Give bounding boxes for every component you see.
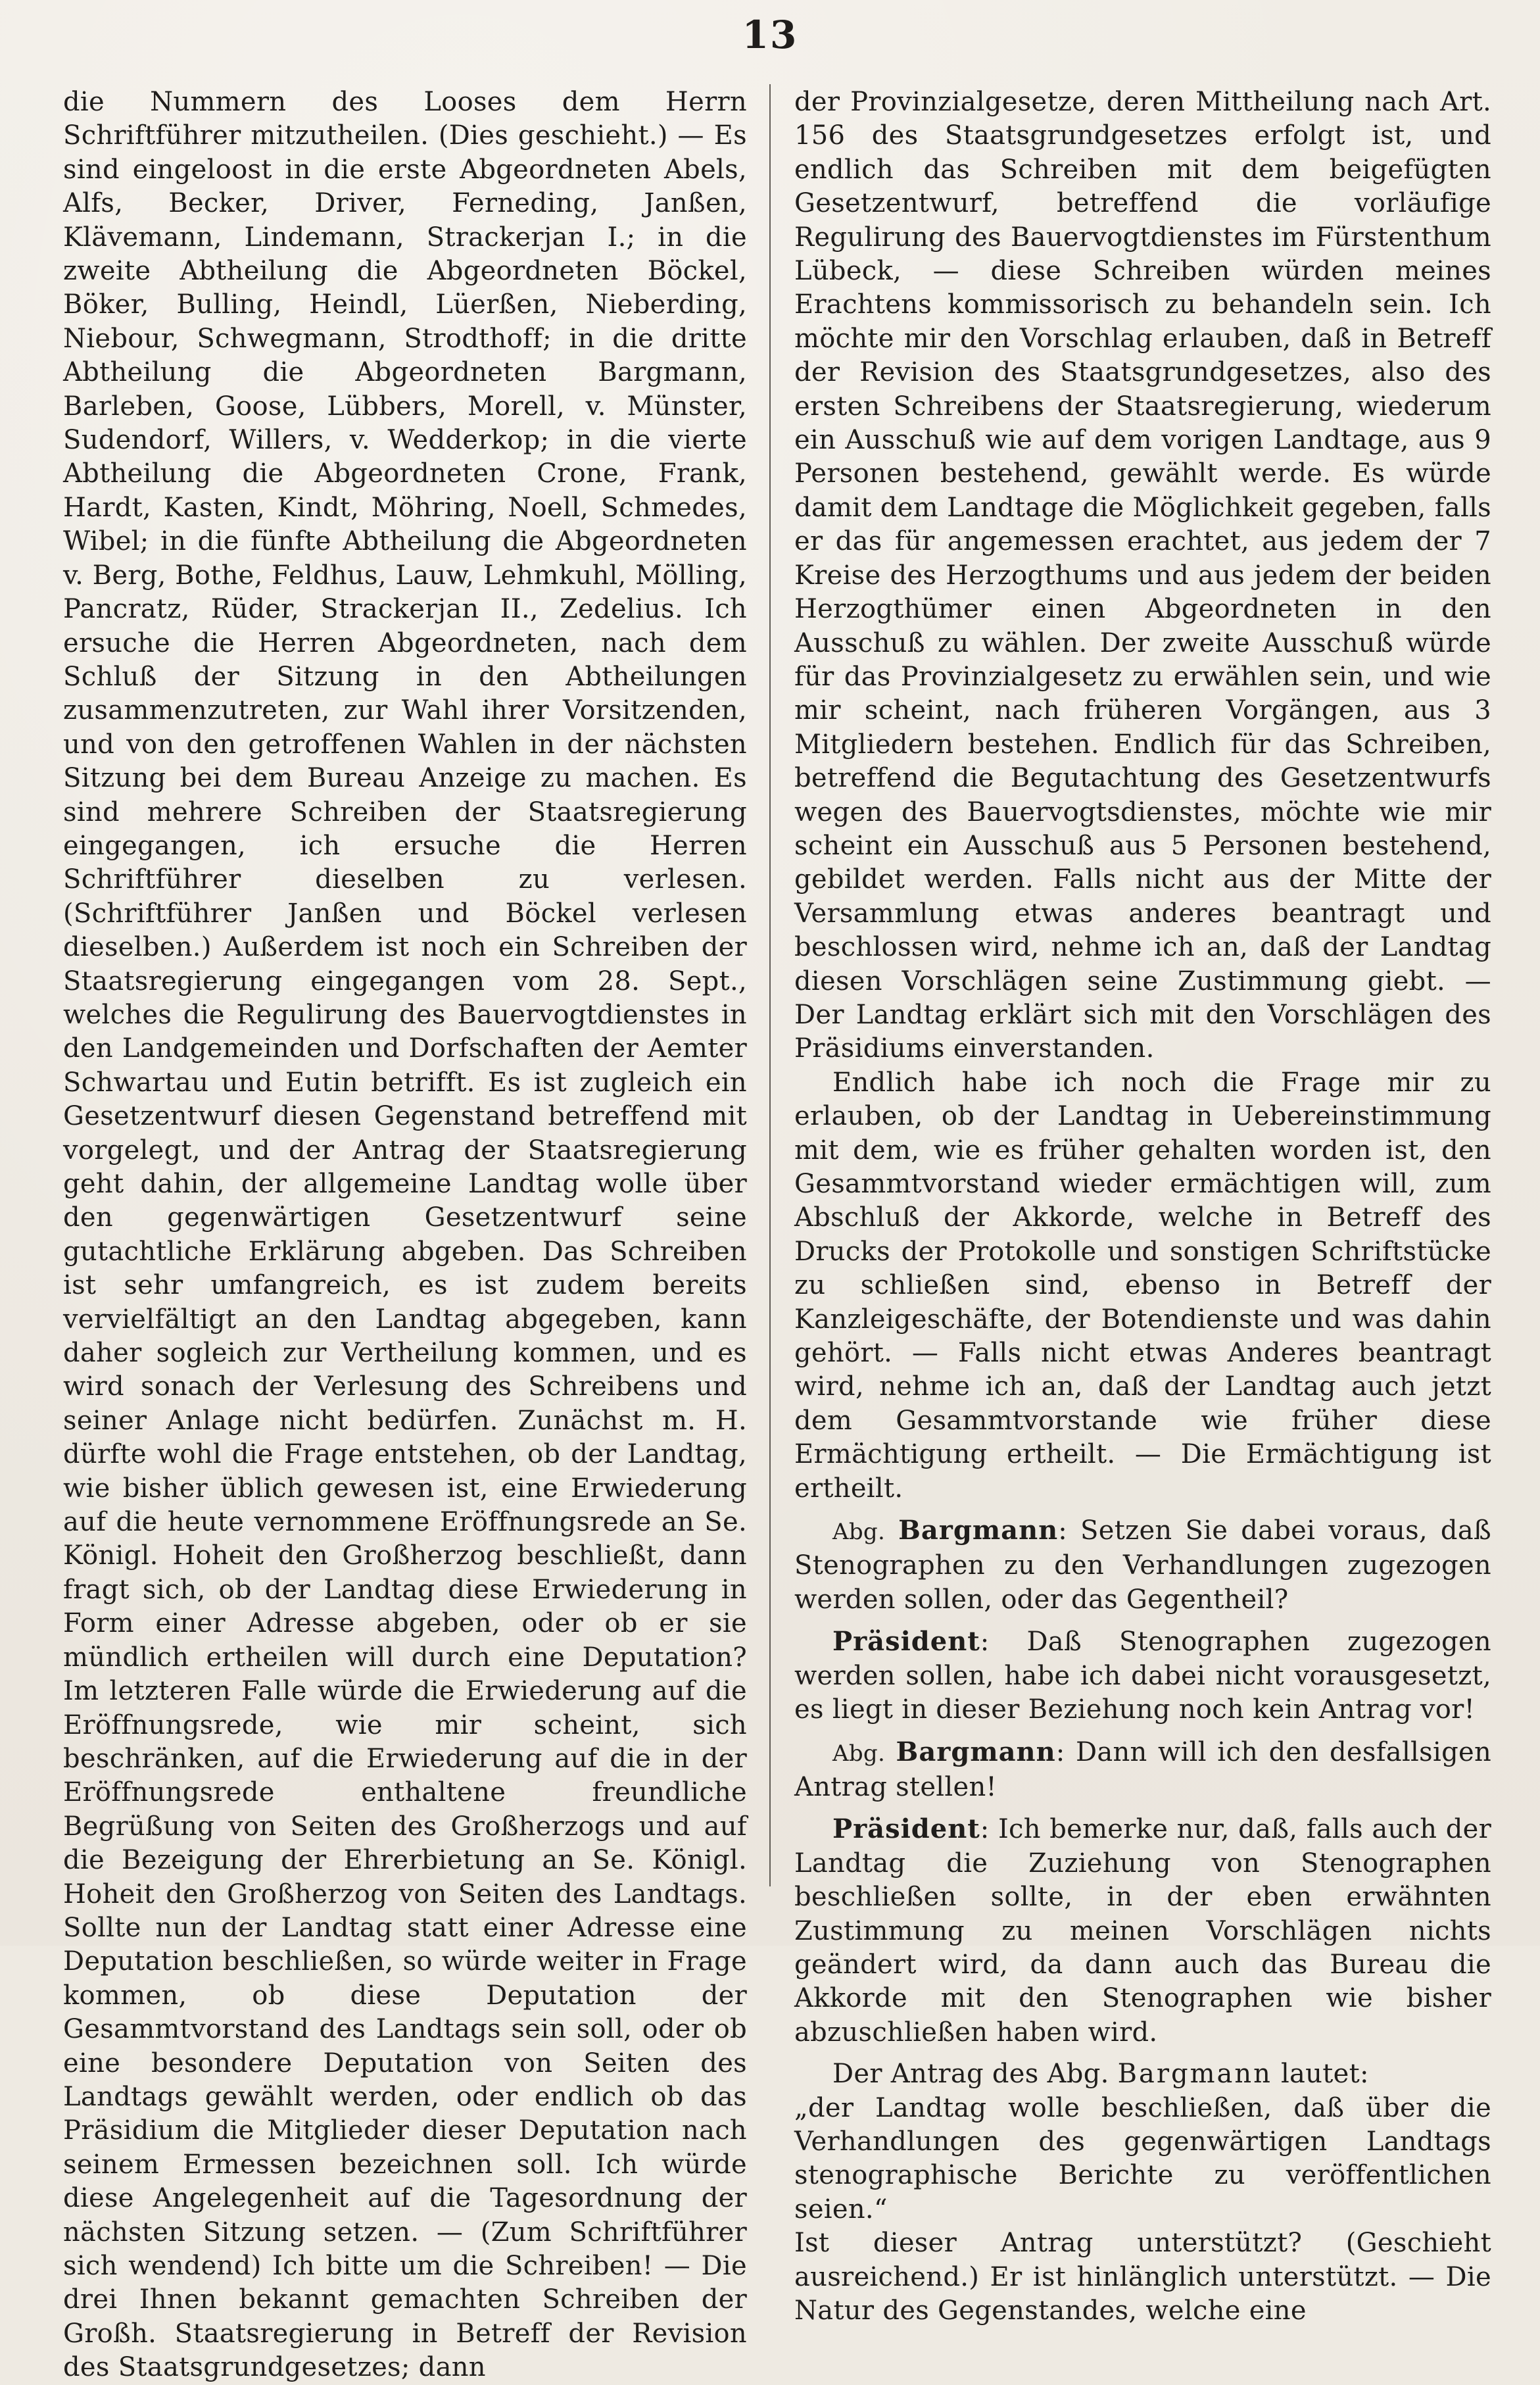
page-number: 13: [742, 12, 798, 57]
speech-bargmann-motion: [794, 1735, 1491, 1805]
right-paragraph-committees: der Provinzialgesetze, deren Mittheilung nach Art. 156 des Staatsgrundgesetzes erfolgt ist, und endlich das Schreiben mit dem beigefügten Gesetzentwurf, betreffend die vorläufige Regulirung des Bauervogtdienstes im Fürstenthum Lübeck, — diese Schreiben würden meines Erachtens kommissorisch zu behandeln sein. Ich möchte mir den Vorschlag erlauben, daß in Betreff der Revision des Staatsgrundgesetzes, also des ersten Schreibens der Staatsregierung, wiederum ein Ausschuß wie auf dem vorigen Landtage, aus 9 Personen bestehend, gewählt werde. Es würde damit dem Landtage die Möglichkeit gegeben, falls er das für angemessen erachtet, aus jedem der 7 Kreise des Herzogthums und aus jedem der beiden Herzogthümer einen Abgeordneten in den Ausschuß zu wählen. Der zweite Ausschuß würde für das Provinzialgesetz zu erwählen sein, und wie mir scheint, nach früheren Vorgängen, aus 3 Mitgliedern bestehen. Endlich für das Schreiben, betreffend die Begutachtung des Gesetzentwurfs wegen des Bauervogtsdienstes, möchte wie mir scheint ein Ausschuß aus 5 Personen bestehend, gebildet werden. Falls nicht aus der Mitte der Versammlung etwas anderes beantragt und beschlossen wird, nehme ich an, daß der Landtag diesen Vorschlägen seine Zustimmung giebt. — Der Landtag erklärt sich mit den Vorschlägen des Präsidiums einverstanden.: [794, 87, 1491, 1064]
motion-intro: [794, 2057, 1491, 2091]
speaker-name: Bargmann: [898, 1515, 1059, 1546]
left-column-paragraph: die Nummern des Looses dem Herrn Schriftführer mitzutheilen. (Dies geschieht.) — Es sind eingeloost in die erste Abgeordneten Abels, Alfs, Becker, Driver, Ferneding, Janßen, Klävemann, Lindemann, Strackerjan I.; in die zweite Abtheilung die Abgeordneten Böckel, Böker, Bulling, Heindl, Lüerßen, Nieberding, Niebour, Schwegmann, Strodthoff; in die dritte Abtheilung die Abgeordneten Bargmann, Barleben, Goose, Lübbers, Morell, v. Münster, Sudendorf, Willers, v. Wedderkop; in die vierte Abtheilung die Abgeordneten Crone, Frank, Hardt, Kasten, Kindt, Möhring, Noell, Schmedes, Wibel; in die fünfte Abtheilung die Abgeordneten v. Berg, Bothe, Feldhus, Lauw, Lehmkuhl, Mölling, Pancratz, Rüder, Strackerjan II., Zedelius. Ich ersuche die Herren Abgeordneten, nach dem Schluß der Sitzung in den Abtheilungen zusammenzutreten, zur Wahl ihrer Vorsitzenden, und von den getroffenen Wahlen in der nächsten Sitzung bei dem Bureau Anzeige zu machen. Es sind mehrere Schreiben der Staatsregierung eingegangen, ich ersuche die Herren Schriftführer dieselben zu verlesen. (Schriftführer Janßen und Böckel verlesen dieselben.) Außerdem ist noch ein Schreiben der Staatsregierung eingegangen vom 28. Sept., welches die Regulirung des Bauervogtdienstes in den Landgemeinden und Dorfschaften der Aemter Schwartau und Eutin betrifft. Es ist zugleich ein Gesetzentwurf diesen Gegenstand betreffend mit vorgelegt, und der Antrag der Staatsregierung geht dahin, der allgemeine Landtag wolle über den gegenwärtigen Gesetzentwurf seine gutachtliche Erklärung abgeben. Das Schreiben ist sehr umfangreich, es ist zudem bereits vervielfältigt an den Landtag abgegeben, kann daher sogleich zur Vertheilung kommen, und es wird sonach der Verlesung des Schreibens und seiner Anlage nicht bedürfen. Zunächst m. H. dürfte wohl die Frage entstehen, ob der Landtag, wie bisher üblich gewesen ist, eine Erwiederung auf die heute vernommene Eröffnungsrede an Se. Königl. Hoheit den Großherzog beschließt, dann fragt sich, ob der Landtag diese Erwiederung in Form einer Adresse abgeben, oder ob er sie mündlich ertheilen will durch eine Deputation? Im letzteren Falle würde die Erwiederung auf die Eröffnungsrede, wie mir scheint, sich beschränken, auf die Erwiederung auf die in der Eröffnungsrede enthaltene freundliche Begrüßung von Seiten des Großherzogs und auf die Bezeigung der Ehrerbietung an Se. Königl. Hoheit den Großherzog von Seiten des Landtags. Sollte nun der Landtag statt einer Adresse eine Deputation beschließen, so würde weiter in Frage kommen, ob diese Deputation der Gesammtvorstand des Landtags sein soll, oder ob eine besondere Deputation von Seiten des Landtags gewählt werden, oder endlich ob das Präsidium die Mitglieder dieser Deputation nach seinem Ermessen bezeichnen soll. Ich würde diese Angelegenheit auf die Tagesordnung der nächsten Sitzung setzen. — (Zum Schriftführer sich wendend) Ich bitte um die Schreiben! — Die drei Ihnen bekannt gemachten Schreiben der Großh. Staatsregierung in Betreff der Revision des Staatsgrundgesetzes; dann: [63, 87, 747, 2383]
speaker-name: Präsident: [832, 1626, 980, 1658]
column-divider: [769, 84, 771, 1886]
motion-author-name: Bargmann: [1117, 2059, 1272, 2090]
motion-quote: „der Landtag wolle beschließen, daß über die Verhandlungen des gegenwärtigen Landtags stenographische Berichte zu veröffentlichen seien.“: [794, 2092, 1491, 2225]
speech-text: : Daß Stenographen zugezogen werden sollen, habe ich dabei nicht vorausgesetzt, es liegt in dieser Beziehung noch kein Antrag vor!: [794, 1627, 1491, 1725]
motion-intro-end: lautet:: [1280, 2059, 1369, 2090]
speaker-abbreviation: Abg.: [832, 1519, 886, 1546]
right-column: [794, 86, 1491, 2328]
speech-bargmann-question: [794, 1513, 1491, 1617]
right-paragraph-authorization: Endlich habe ich noch die Frage mir zu erlauben, ob der Landtag in Uebereinstimmung mit dem, wie es früher gehalten worden ist, den Gesammtvorstand wieder ermächtigen will, zum Abschluß der Akkorde, welche in Betreff des Drucks der Protokolle und sonstigen Schriftstücke zu schließen sind, ebenso in Betreff der Kanzleigeschäfte, der Botendienste und was dahin gehört. — Falls nicht etwas Anderes beantragt wird, nehme ich an, daß der Landtag auch jetzt dem Gesammtvorstande wie früher diese Ermächtigung ertheilt. — Die Ermächtigung ist ertheilt.: [794, 1067, 1491, 1504]
speech-president-remark: [794, 1812, 1491, 2050]
speaker-name: Bargmann: [896, 1736, 1056, 1767]
motion-intro-text: Der Antrag des Abg.: [832, 2059, 1109, 2090]
speech-text: : Setzen Sie dabei voraus, daß Stenographen zu den Verhandlungen zugezogen werden sollen, oder das Gegentheil?: [794, 1515, 1492, 1615]
speaker-name: Präsident: [832, 1813, 980, 1845]
speech-text: : Ich bemerke nur, daß, falls auch der Landtag die Zuziehung von Stenographen beschließen sollte, in der eben erwähnten Zustimmung zu meinen Vorschlägen nichts geändert wird, da dann auch das Bureau die Akkorde mit den Stenographen wie bisher abzuschließen haben wird.: [794, 1814, 1491, 2048]
left-column: [63, 86, 747, 2385]
right-paragraph-support: Ist dieser Antrag unterstützt? (Geschieht ausreichend.) Er ist hinlänglich unterstützt. — Die Natur des Gegenstandes, welche eine: [794, 2228, 1491, 2326]
speech-text: : Dann will ich den desfallsigen Antrag stellen!: [794, 1736, 1492, 1802]
speech-president-reply: [794, 1625, 1491, 1727]
speaker-abbreviation: Abg.: [832, 1740, 886, 1767]
